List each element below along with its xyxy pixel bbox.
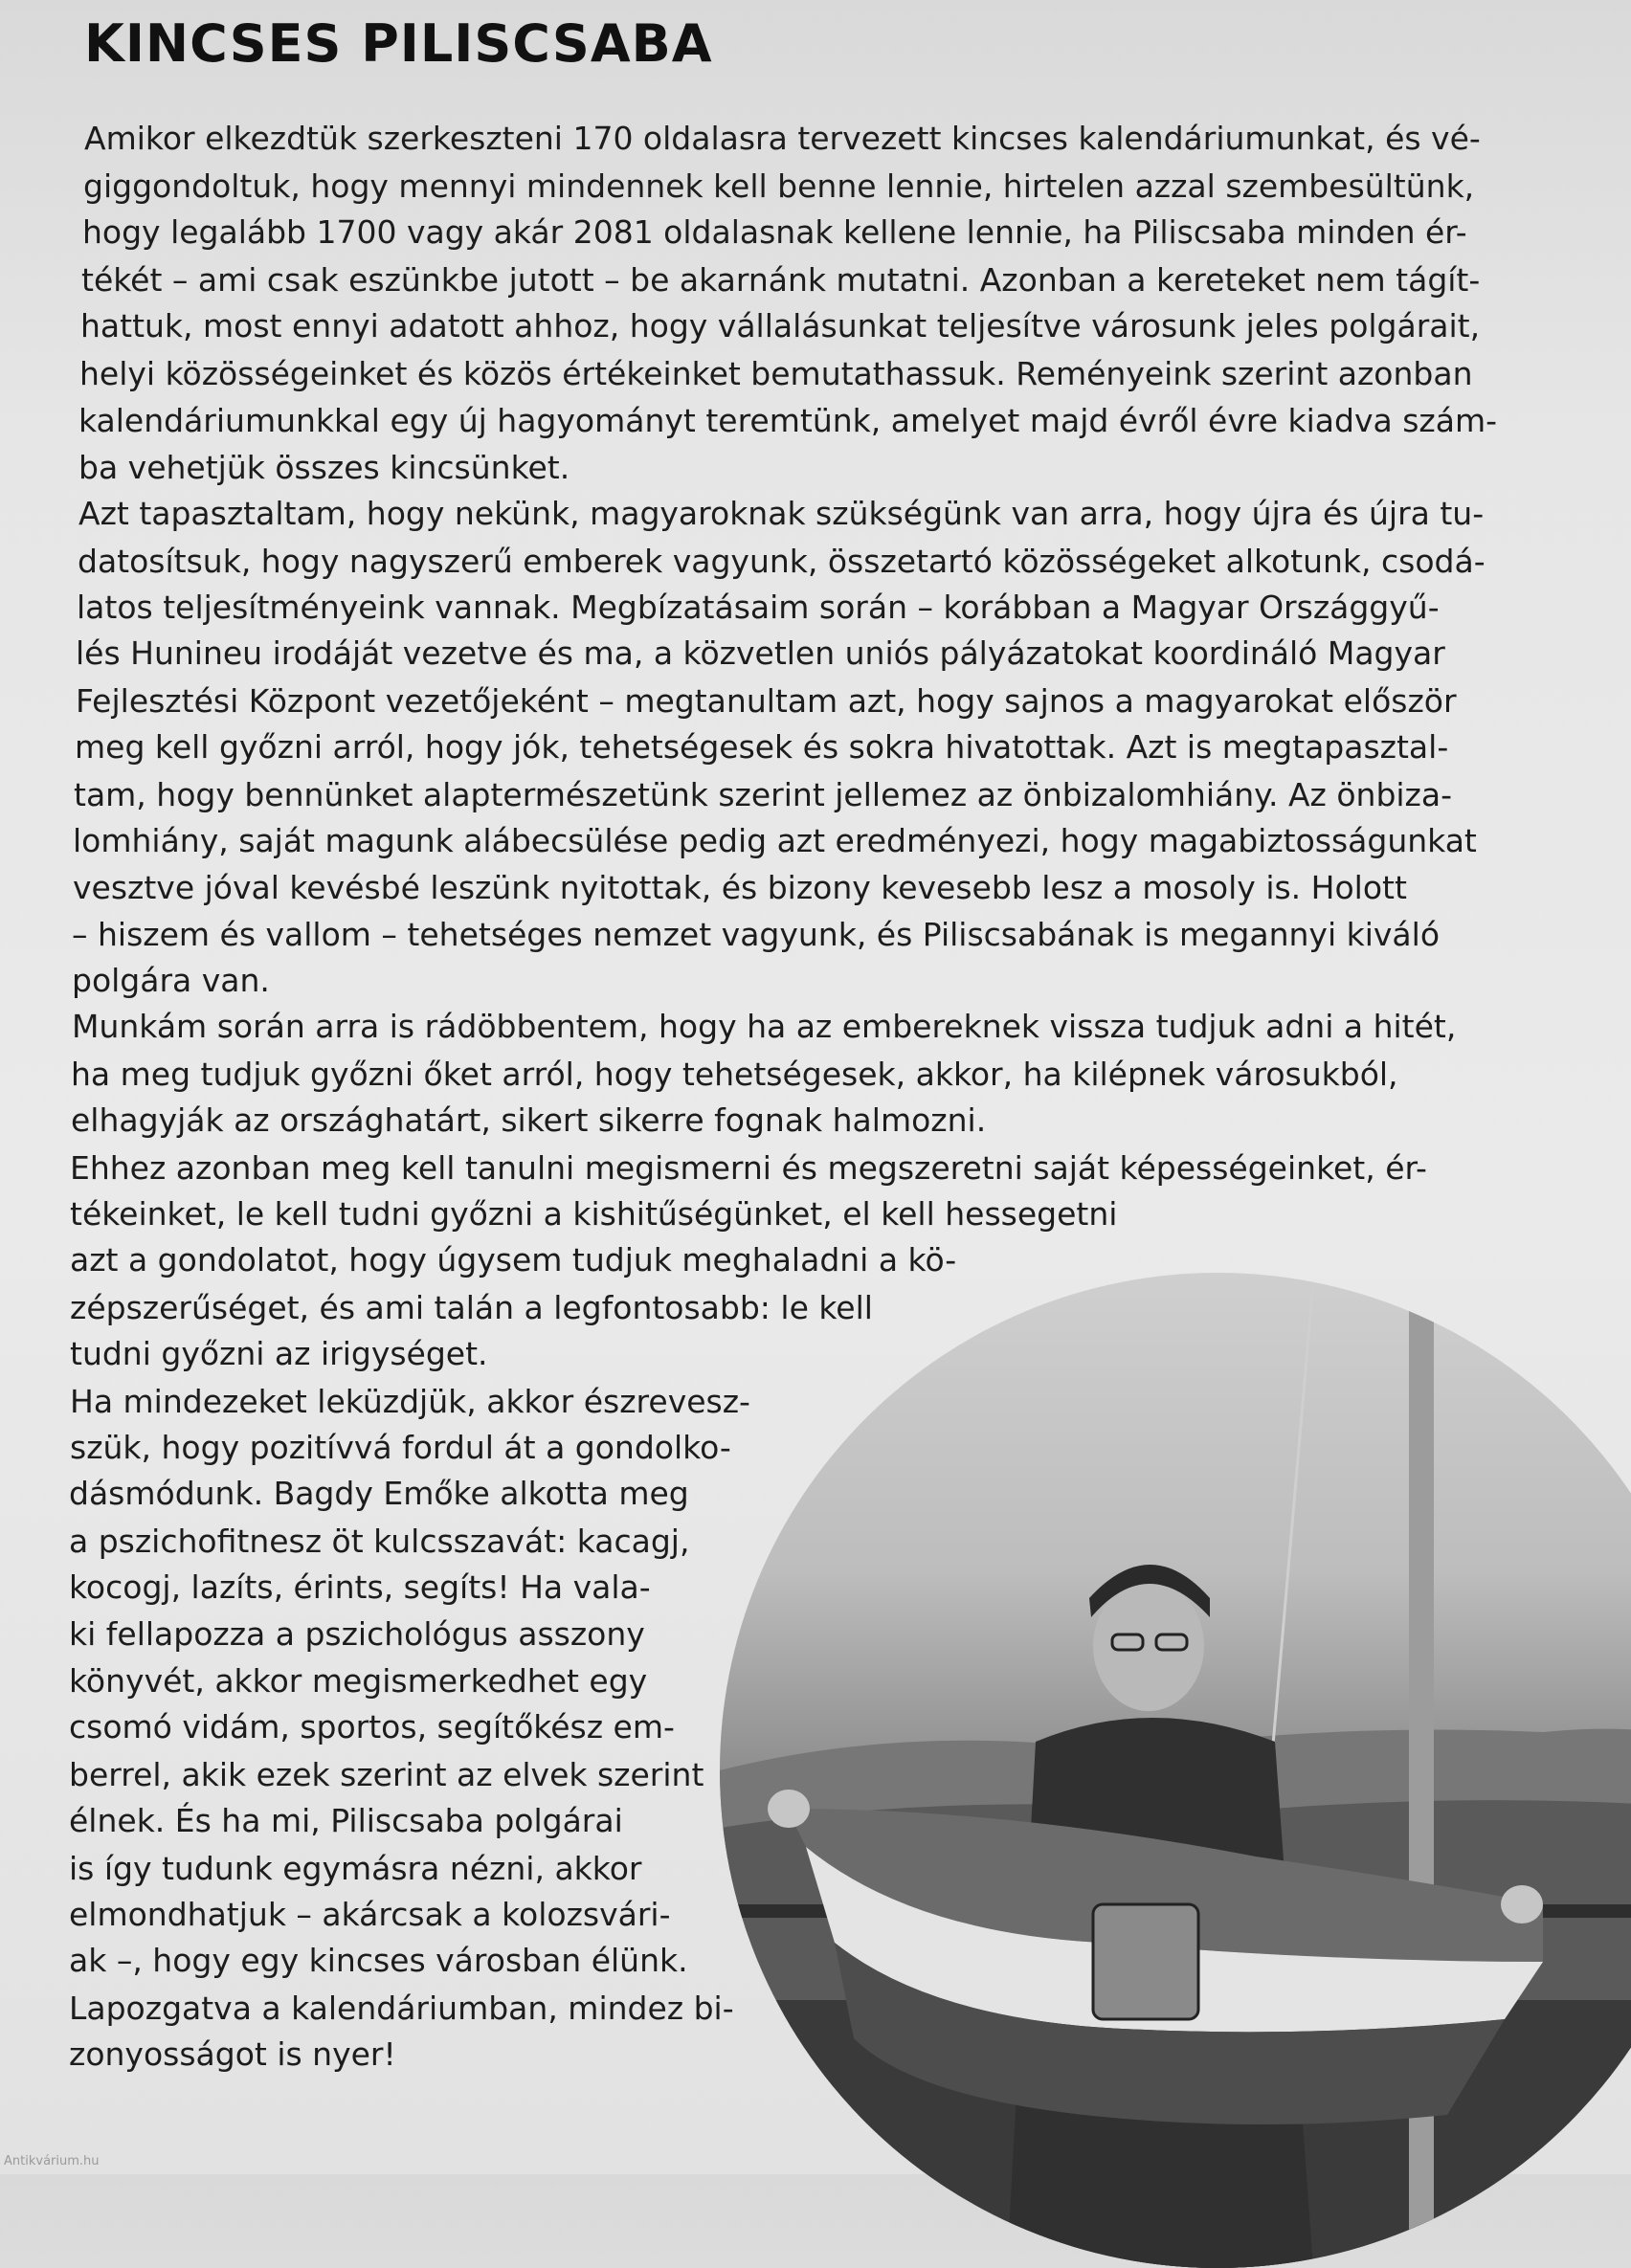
text-line: helyi közösségeinket és közös értékeinket bemutathassuk. Reményeink szerint azonban <box>79 355 1473 392</box>
hand-right <box>1501 1885 1543 1923</box>
text-line: datosítsuk, hogy nagyszerű emberek vagyunk, összetartó közösségeket alkotunk, csodá- <box>78 543 1486 580</box>
text-line: szük, hogy pozitívvá fordul át a gondolko- <box>70 1429 731 1466</box>
text-line: ki fellapozza a pszichológus asszony <box>69 1615 645 1653</box>
text-line: giggondoltuk, hogy mennyi mindennek kell benne lennie, hirtelen azzal szembesültünk, <box>83 167 1475 205</box>
text-line: elmondhatjuk – akárcsak a kolozsvári- <box>69 1896 671 1933</box>
text-line: is így tudunk egymásra nézni, akkor <box>69 1850 642 1887</box>
text-line: ba vehetjük összes kincsünket. <box>78 449 570 486</box>
watermark: Antikvárium.hu <box>4 2154 100 2168</box>
text-line: latos teljesítményeink vannak. Megbízatásaim során – korábban a Magyar Országgyű- <box>77 589 1440 626</box>
text-line: – hiszem és vallom – tehetséges nemzet vagyunk, és Piliscsabának is megannyi kiváló <box>72 916 1441 953</box>
hand-left <box>768 1790 810 1828</box>
text-line: Amikor elkezdtük szerkeszteni 170 oldalasra tervezett kincses kalendáriumunkat, és vé- <box>84 120 1481 157</box>
flag-pole <box>1409 1292 1434 2268</box>
text-line: lés Hunineu irodáját vezetve és ma, a közvetlen uniós pályázatokat koordináló Magyar <box>76 634 1445 672</box>
text-line: vesztve jóval kevésbé leszünk nyitottak, és bizony kevesebb lesz a mosoly is. Holott <box>73 869 1407 906</box>
text-line: tékét – ami csak eszünkbe jutott – be akarnánk mutatni. Azonban a kereteket nem tágít- <box>81 261 1481 299</box>
text-line: tudni győzni az irigységet. <box>70 1335 488 1372</box>
text-line: élnek. És ha mi, Piliscsaba polgárai <box>69 1802 623 1839</box>
text-line: zonyosságot is nyer! <box>69 2035 396 2073</box>
text-line: elhagyják az országhatárt, sikert sikerre fognak halmozni. <box>71 1101 987 1139</box>
coat-of-arms <box>1093 1904 1198 2019</box>
photo-illustration <box>720 1273 1631 2268</box>
text-line: Fejlesztési Központ vezetőjeként – megtanultam azt, hogy sajnos a magyarokat először <box>76 682 1457 720</box>
page-title: KINCSES PILISCSABA <box>84 13 713 74</box>
text-line: hogy legalább 1700 vagy akár 2081 oldalasnak kellene lennie, ha Piliscsaba minden ér- <box>82 213 1467 251</box>
text-line: dásmódunk. Bagdy Emőke alkotta meg <box>69 1475 689 1512</box>
text-line: azt a gondolatot, hogy úgysem tudjuk meghaladni a kö- <box>70 1241 957 1279</box>
text-line: ha meg tudjuk győzni őket arról, hogy tehetségesek, akkor, ha kilépnek városukból, <box>71 1056 1398 1093</box>
text-line: kocogj, lazíts, érints, segíts! Ha vala- <box>69 1568 651 1606</box>
text-line: Munkám során arra is rádöbbentem, hogy ha az embereknek vissza tudjuk adni a hitét, <box>72 1008 1457 1045</box>
text-line: lomhiány, saját magunk alábecsülése pedig azt eredményezi, hogy magabiztosságunkat <box>73 822 1477 859</box>
text-line: ak –, hogy egy kincses városban élünk. <box>69 1942 688 1979</box>
text-line: berrel, akik ezek szerint az elvek szerint <box>69 1756 704 1793</box>
text-line: hattuk, most ennyi adatott ahhoz, hogy vállalásunkat teljesítve városunk jeles polgárait, <box>80 307 1481 345</box>
text-line: polgára van. <box>72 962 270 999</box>
text-line: könyvét, akkor megismerkedhet egy <box>69 1662 648 1700</box>
photo-man-with-flag <box>720 1273 1631 2268</box>
text-line: kalendáriumunkkal egy új hagyományt teremtünk, amelyet majd évről évre kiadva szám- <box>78 402 1498 439</box>
text-line: Azt tapasztaltam, hogy nekünk, magyaroknak szükségünk van arra, hogy újra és újra tu- <box>78 495 1485 532</box>
text-line: Ehhez azonban meg kell tanulni megismerni és megszeretni saját képességeinket, ér- <box>70 1149 1427 1187</box>
text-line: meg kell győzni arról, hogy jók, tehetségesek és sokra hivatottak. Azt is megtapasztal- <box>75 728 1449 766</box>
text-line: tam, hogy bennünket alaptermészetünk szerint jellemez az önbizalomhiány. Az önbiza- <box>74 776 1453 813</box>
text-line: Lapozgatva a kalendáriumban, mindez bi- <box>69 1990 734 2027</box>
text-line: Ha mindezeket leküzdjük, akkor észrevesz- <box>70 1383 750 1420</box>
text-line: a pszichofitnesz öt kulcsszavát: kacagj, <box>69 1523 690 1560</box>
text-line: tékeinket, le kell tudni győzni a kishitűségünket, el kell hessegetni <box>70 1195 1118 1233</box>
text-line: csomó vidám, sportos, segítőkész em- <box>69 1708 675 1745</box>
text-line: zépszerűséget, és ami talán a legfontosabb: le kell <box>70 1289 873 1326</box>
